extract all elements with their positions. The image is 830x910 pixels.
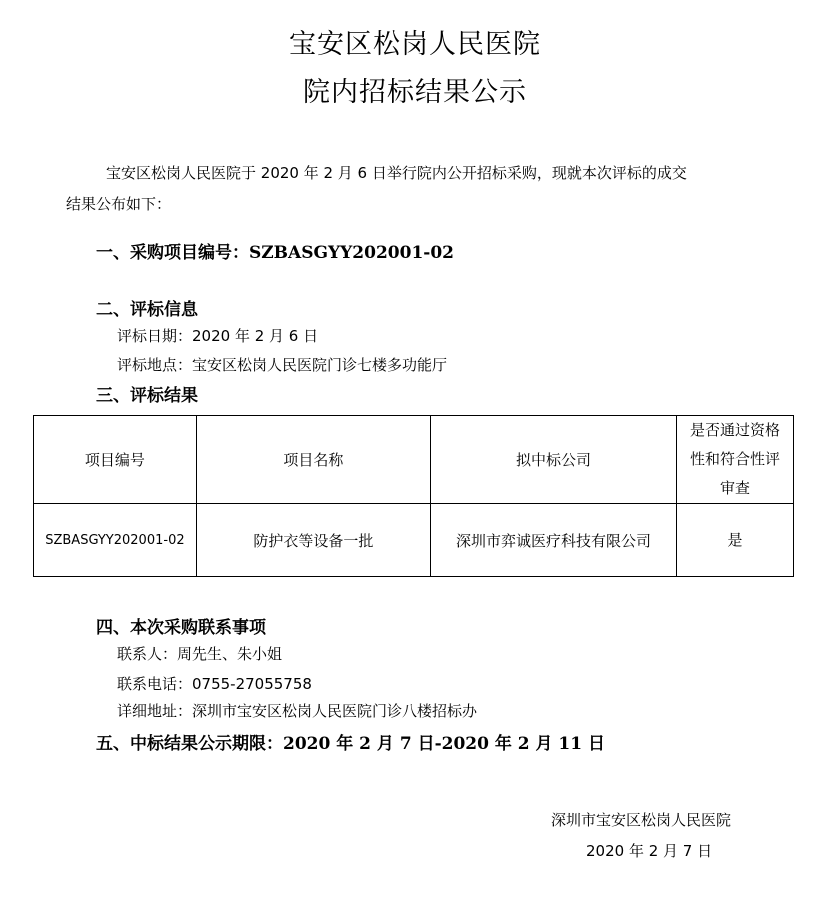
section1-heading: 一、采购项目编号：SZBASGYY202001-02 <box>96 243 454 263</box>
contact-phone-line: 联系电话：0755-27055758 <box>117 675 312 693</box>
cell-qualification-result: 是 <box>677 504 794 577</box>
header-project-number: 项目编号 <box>34 416 197 504</box>
cell-project-number: SZBASGYY202001-02 <box>34 504 197 577</box>
header-qualification-review-text: 是否通过资格性和符合性评审查 <box>690 421 781 497</box>
contact-person-line: 联系人：周先生、朱小姐 <box>117 645 283 663</box>
cell-project-name: 防护衣等设备一批 <box>196 504 430 577</box>
intro-line-1: 宝安区松岗人民医院于 2020 年 2 月 6 日举行院内公开招标采购，现就本次评标的成交 <box>106 164 687 182</box>
cell-winning-company: 深圳市弈诚医疗科技有限公司 <box>430 504 676 577</box>
evaluation-date-line: 评标日期：2020 年 2 月 6 日 <box>117 327 319 345</box>
header-winning-company: 拟中标公司 <box>430 416 676 504</box>
evaluation-place-line: 评标地点：宝安区松岗人民医院门诊七楼多功能厅 <box>117 356 448 374</box>
signature-date: 2020 年 2 月 7 日 <box>586 842 713 860</box>
signature-organization: 深圳市宝安区松岗人民医院 <box>551 811 732 829</box>
section5-heading: 五、中标结果公示期限：2020 年 2 月 7 日-2020 年 2 月 11 日 <box>96 734 606 754</box>
results-table <box>33 415 794 577</box>
section2-heading: 二、评标信息 <box>96 300 198 320</box>
header-qualification-review <box>677 416 794 504</box>
title-line-2: 院内招标结果公示 <box>303 77 527 108</box>
header-project-name: 项目名称 <box>196 416 430 504</box>
section3-heading: 三、评标结果 <box>96 386 198 406</box>
section4-heading: 四、本次采购联系事项 <box>96 618 266 638</box>
table-header-row <box>34 416 794 504</box>
contact-address-line: 详细地址：深圳市宝安区松岗人民医院门诊八楼招标办 <box>117 702 478 720</box>
intro-line-2: 结果公布如下： <box>66 195 172 213</box>
table-row <box>34 504 794 577</box>
title-line-1: 宝安区松岗人民医院 <box>289 29 541 60</box>
